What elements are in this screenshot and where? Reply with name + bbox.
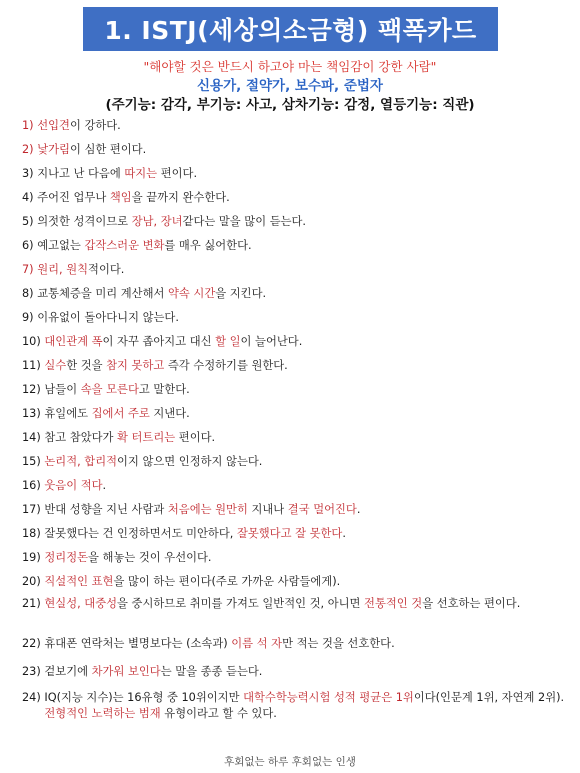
list-item: [22, 118, 570, 134]
item-number: 23): [22, 665, 45, 678]
list-item: [22, 286, 570, 302]
highlight-phrase: 웃음이 적다: [44, 479, 103, 492]
text-segment: 이 자꾸 좁아지고 대신: [102, 335, 216, 348]
highlight-phrase: 직설적인 표현: [44, 575, 114, 588]
text-segment: 지내나: [247, 503, 288, 516]
list-item: [22, 334, 570, 350]
item-number: 1): [22, 119, 38, 132]
item-number: 15): [22, 455, 45, 468]
text-segment: 남들이: [44, 383, 81, 396]
highlight-phrase: 결국 멀어진다: [287, 503, 357, 516]
item-text: [37, 238, 570, 254]
list-item: [22, 358, 570, 374]
item-text: [44, 502, 570, 518]
list-item: [22, 574, 570, 590]
text-segment: 편이다.: [175, 431, 216, 444]
text-segment: 이 심한 편이다.: [69, 143, 147, 156]
text-segment: 이 강하다.: [69, 119, 121, 132]
list-item: [22, 454, 570, 470]
highlight-phrase: 전형적인 노력하는 범재: [44, 707, 161, 720]
text-segment: 을 지킨다.: [215, 287, 267, 300]
list-item: [22, 550, 570, 566]
text-segment: 교통체증을 미리 계산해서: [37, 287, 169, 300]
item-text: [44, 430, 570, 446]
list-item: [22, 382, 570, 398]
item-text: [44, 636, 570, 652]
text-segment: 지나고 난 다음에: [37, 167, 125, 180]
text-segment: 을 많이 하는 편이다(주로 가까운 사람들에게).: [113, 575, 341, 588]
text-segment: 겉보기에: [44, 665, 92, 678]
highlight-phrase: 정리정돈: [44, 551, 89, 564]
list-item: [22, 262, 570, 278]
text-segment: 지낸다.: [149, 407, 190, 420]
text-segment: 즉각 수정하기를 원한다.: [164, 359, 288, 372]
highlight-phrase: 따지는: [124, 167, 158, 180]
list-item: [22, 190, 570, 206]
text-segment: 휴일에도: [44, 407, 92, 420]
text-segment: 예고없는: [37, 239, 85, 252]
item-text: [44, 454, 570, 470]
text-segment: 만 적는 것을 선호한다.: [282, 637, 395, 650]
item-number: 11): [22, 359, 45, 372]
item-number: 18): [22, 527, 45, 540]
item-number: 5): [22, 215, 38, 228]
list-item: [22, 664, 570, 680]
item-number: 22): [22, 637, 45, 650]
item-number: 19): [22, 551, 45, 564]
text-segment: 참고 참았다가: [44, 431, 118, 444]
text-segment: 주어진 업무나: [37, 191, 110, 204]
highlight-phrase: 원리, 원칙: [37, 263, 89, 276]
text-segment: .: [342, 527, 346, 540]
text-segment: .: [102, 479, 107, 492]
item-number: 10): [22, 335, 45, 348]
card-title: 1. ISTJ(세상의소금형) 팩폭카드: [83, 7, 498, 51]
item-text: [44, 690, 570, 722]
item-text: [37, 310, 570, 326]
trait-keywords: 신용가, 절약가, 보수파, 준법자: [197, 78, 383, 94]
highlight-phrase: 장남, 장녀: [131, 215, 183, 228]
list-item: [22, 430, 570, 446]
list-item: [22, 238, 570, 254]
footer-caption: 후회없는 하루 후회없는 인생: [224, 756, 356, 768]
highlight-phrase: 선입견: [37, 119, 70, 132]
text-segment: 한 것을: [66, 359, 107, 372]
item-text: [44, 664, 570, 680]
text-segment: 을 중시하므로 취미를 가져도 일반적인 것, 아니면: [117, 597, 365, 610]
list-item: [22, 142, 570, 158]
text-segment: 고 말한다.: [138, 383, 190, 396]
item-number: 9): [22, 311, 38, 324]
highlight-phrase: 낯가림: [37, 143, 70, 156]
cognitive-functions: (주기능: 감각, 부기능: 사고, 삼차기능: 감정, 열등기능: 직관): [105, 97, 475, 113]
text-segment: 유형이라고 할 수 있다.: [160, 707, 277, 720]
highlight-phrase: 확 터트리는: [117, 431, 176, 444]
highlight-phrase: 참지 못하고: [106, 359, 165, 372]
item-number: 13): [22, 407, 45, 420]
text-segment: .: [356, 503, 361, 516]
text-segment: 의젓한 성격이므로: [37, 215, 132, 228]
list-item: [22, 214, 570, 230]
text-segment: 을 선호하는 편이다.: [422, 597, 521, 610]
highlight-phrase: 잘못했다고 잘 못한다: [236, 527, 343, 540]
item-number: 4): [22, 191, 38, 204]
item-text: [37, 190, 570, 206]
item-text: [37, 214, 570, 230]
item-text: [44, 550, 570, 566]
list-item: [22, 596, 570, 612]
highlight-phrase: 집에서 주로: [91, 407, 150, 420]
item-text: [44, 334, 570, 350]
list-item: [22, 636, 570, 652]
text-segment: 편이다.: [157, 167, 198, 180]
text-segment: 이다(인문계 1위, 자연계 2위).: [413, 691, 565, 704]
text-segment: 을 끝까지 완수한다.: [131, 191, 230, 204]
highlight-phrase: 속을 모른다: [80, 383, 139, 396]
list-item: [22, 310, 570, 326]
text-segment: 반대 성향을 지닌 사람과: [44, 503, 168, 516]
item-number: 24): [22, 691, 45, 704]
highlight-phrase: 대학수학능력시험 성적 평균은 1위: [243, 691, 414, 704]
text-segment: 적이다.: [88, 263, 125, 276]
list-item: [22, 690, 570, 722]
highlight-phrase: 차가워 보인다: [91, 665, 161, 678]
item-number: 20): [22, 575, 45, 588]
item-text: [37, 142, 570, 158]
highlight-phrase: 할 일: [215, 335, 241, 348]
list-item: [22, 478, 570, 494]
highlight-phrase: 대인관계 폭: [44, 335, 103, 348]
highlight-phrase: 갑작스러운 변화: [84, 239, 165, 252]
item-text: [37, 286, 570, 302]
item-text: [44, 526, 570, 542]
item-number: 17): [22, 503, 45, 516]
item-text: [44, 358, 570, 374]
tagline-quote: "해야할 것은 반드시 하고야 마는 책임감이 강한 사람": [143, 59, 437, 74]
highlight-phrase: 처음에는 원만히: [167, 503, 248, 516]
highlight-phrase: 실수: [44, 359, 67, 372]
highlight-phrase: 현실성, 대중성: [44, 597, 118, 610]
text-segment: 같다는 말을 많이 듣는다.: [182, 215, 307, 228]
list-item: [22, 166, 570, 182]
item-number: 14): [22, 431, 45, 444]
text-segment: 휴대폰 연락처는 별명보다는 (소속과): [44, 637, 232, 650]
list-item: [22, 406, 570, 422]
item-number: 6): [22, 239, 38, 252]
text-segment: 이 늘어난다.: [240, 335, 303, 348]
item-text: [44, 406, 570, 422]
item-text: [44, 382, 570, 398]
item-text: [44, 574, 570, 590]
text-segment: 이지 않으면 인정하지 않는다.: [117, 455, 263, 468]
item-text: [44, 478, 570, 494]
highlight-phrase: 약속 시간: [168, 287, 216, 300]
item-number: 16): [22, 479, 45, 492]
item-text: [37, 118, 570, 134]
item-text: [37, 166, 570, 182]
item-number: 2): [22, 143, 38, 156]
highlight-phrase: 이름 석 자: [231, 637, 283, 650]
item-number: 7): [22, 263, 38, 276]
list-item: [22, 526, 570, 542]
text-segment: 는 말을 종종 듣는다.: [160, 665, 263, 678]
highlight-phrase: 전통적인 것: [364, 597, 423, 610]
item-number: 12): [22, 383, 45, 396]
item-text: [37, 262, 570, 278]
text-segment: IQ(지능 지수)는 16유형 중 10위이지만: [44, 691, 244, 704]
list-item: [22, 502, 570, 518]
text-segment: 이유없이 돌아다니지 않는다.: [37, 311, 179, 324]
text-segment: 을 해놓는 것이 우선이다.: [88, 551, 212, 564]
item-text: [44, 596, 570, 612]
item-number: 8): [22, 287, 38, 300]
text-segment: 를 매우 싫어한다.: [164, 239, 252, 252]
highlight-phrase: 논리적, 합리적: [44, 455, 118, 468]
text-segment: 잘못했다는 건 인정하면서도 미안하다,: [44, 527, 237, 540]
item-number: 3): [22, 167, 38, 180]
item-number: 21): [22, 597, 45, 610]
highlight-phrase: 책임: [109, 191, 132, 204]
